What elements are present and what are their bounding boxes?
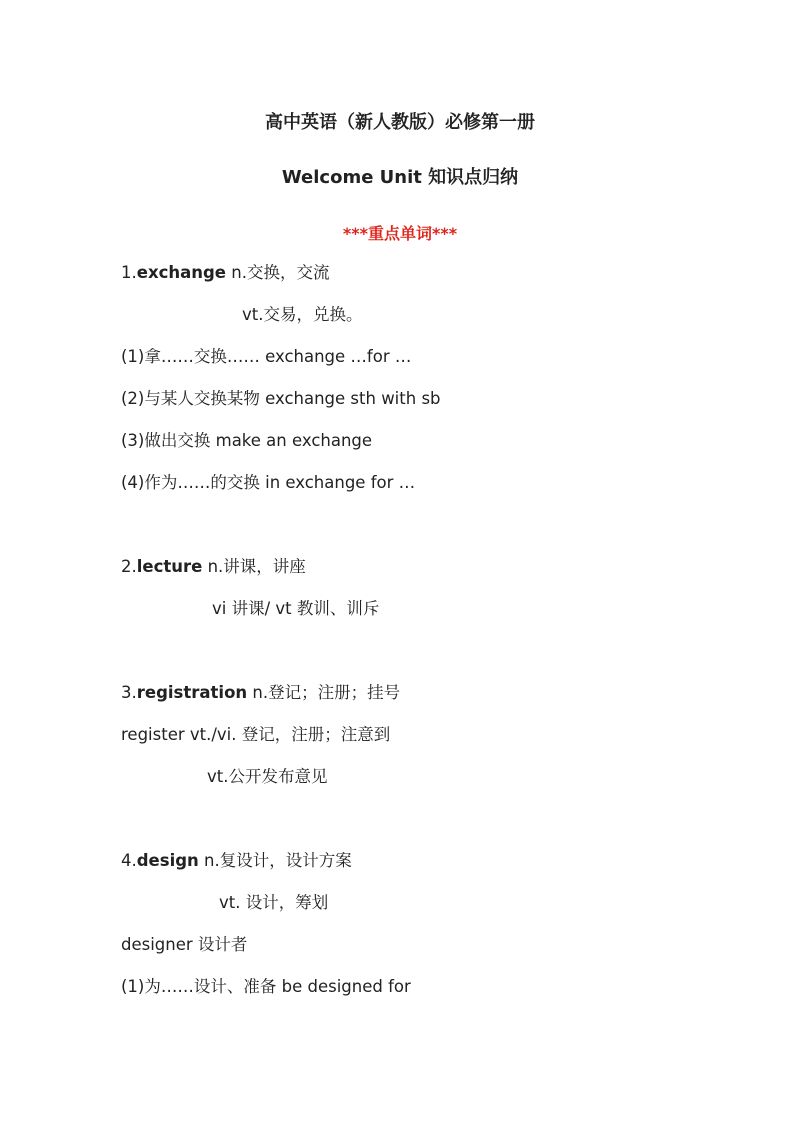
entry-design-headline [121,850,352,872]
entry-exchange-phrase-4: (4)作为……的交换 in exchange for … [121,473,416,492]
entry-registration-related-word: register vt./vi. 登记，注册；注意到 [121,725,391,744]
entry-definition: n.交换，交流 [226,263,330,282]
entry-design-definition-2: vt. 设计，筹划 [219,893,329,912]
entry-design-phrase-1: (1)为……设计、准备 be designed for [121,977,411,996]
entry-registration-definition-3: vt.公开发布意见 [207,767,328,786]
entry-exchange-phrase-1: (1)拿……交换…… exchange …for … [121,347,412,366]
entry-word: lecture [136,557,203,576]
entry-registration-headline [121,682,400,704]
section-heading: ***重点单词*** [342,224,458,243]
entry-word: exchange [136,263,226,282]
entry-number: 3. [121,683,137,702]
entry-definition: n.讲课，讲座 [202,557,306,576]
entry-number: 4. [121,851,137,870]
entry-exchange-phrase-3: (3)做出交换 make an exchange [121,431,373,450]
entry-word: registration [136,683,248,702]
entry-number: 1. [121,263,137,282]
entry-exchange-headline [121,262,329,284]
entry-definition: n.复设计，设计方案 [198,851,352,870]
entry-exchange-definition-2: vt.交易，兑换。 [242,305,363,324]
entry-number: 2. [121,557,137,576]
entry-exchange-phrase-2: (2)与某人交换某物 exchange sth with sb [121,389,441,408]
document-subtitle: Welcome Unit 知识点归纳 [281,167,519,188]
entry-lecture-definition-2: vi 讲课/ vt 教训、训斥 [212,599,380,618]
entry-lecture-headline [121,556,306,578]
entry-word: design [136,851,199,870]
entry-definition: n.登记；注册；挂号 [247,683,401,702]
entry-design-related-word: designer 设计者 [121,935,248,954]
document-title: 高中英语（新人教版）必修第一册 [265,112,535,133]
